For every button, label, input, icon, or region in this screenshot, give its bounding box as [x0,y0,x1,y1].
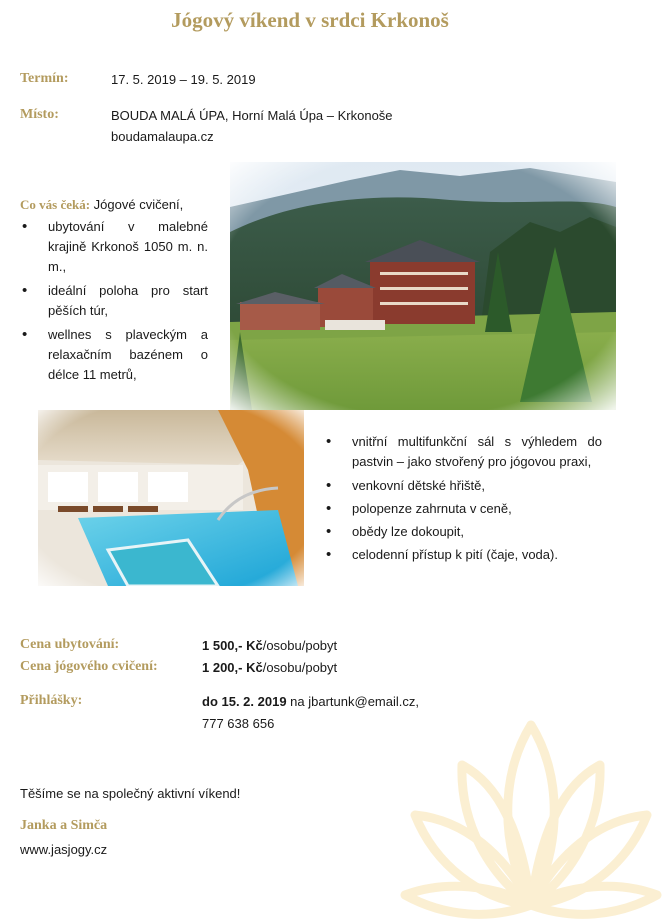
place-name: BOUDA MALÁ ÚPA, Horní Malá Úpa – Krkonoše [111,108,393,123]
offer-right [324,432,602,565]
website-link[interactable]: www.jasjogy.cz [20,842,108,857]
page-title: Jógový víkend v srdci Krkonoš [171,8,449,32]
registration-label: Přihlášky: [20,693,83,708]
list-item: • vnitřní multifunkční sál s výhledem do pastvin – jako stvořený pro jógovou praxi, [324,432,602,472]
registration-deadline: do 15. 2. 2019 [202,694,287,709]
place-label: Místo: [20,107,59,122]
price-accommodation-unit: /osobu/pobyt [262,638,338,653]
pool-photo [38,410,304,586]
offer-label: Co vás čeká: [20,197,91,212]
price-yoga-amount: 1 200,- Kč [202,660,263,675]
list-item: • venkovní dětské hřiště, [324,476,602,496]
offer-left [20,195,208,385]
signature: Janka a Simča [20,818,108,833]
price-accommodation-label: Cena ubytování: [20,637,120,652]
price-accommodation-amount: 1 500,- Kč [202,638,263,653]
price-yoga-label: Cena jógového cvičení: [20,659,158,674]
term-value: 17. 5. 2019 – 19. 5. 2019 [111,72,256,87]
registration-phone: 777 638 656 [202,716,275,731]
lotus-watermark [400,705,662,921]
lodge-photo [230,162,616,410]
list-item: • ideální poloha pro start pěších túr, [20,281,208,321]
offer-left-list [20,217,208,385]
price-yoga-unit: /osobu/pobyt [262,660,338,675]
term-label: Termín: [20,71,69,86]
list-item: • obědy lze dokoupit, [324,522,602,542]
price-accommodation [202,636,337,656]
place-website: boudamalaupa.cz [111,129,214,144]
registration-email: na jbartunk@email.cz, [286,694,419,709]
list-item: • wellnes s plaveckým a relaxačním bazénem o délce 11 metrů, [20,325,208,385]
offer-first-item: Jógové cvičení, [93,197,184,212]
list-item: • ubytování v malebné krajině Krkonoš 1050 m. n. m., [20,217,208,277]
list-item: • polopenze zahrnuta v ceně, [324,499,602,519]
list-item: • celodenní přístup k pití (čaje, voda). [324,545,602,565]
closing-text: Těšíme se na společný aktivní víkend! [20,786,241,801]
offer-right-list [324,432,602,565]
registration-info [202,692,419,712]
price-yoga [202,658,337,678]
